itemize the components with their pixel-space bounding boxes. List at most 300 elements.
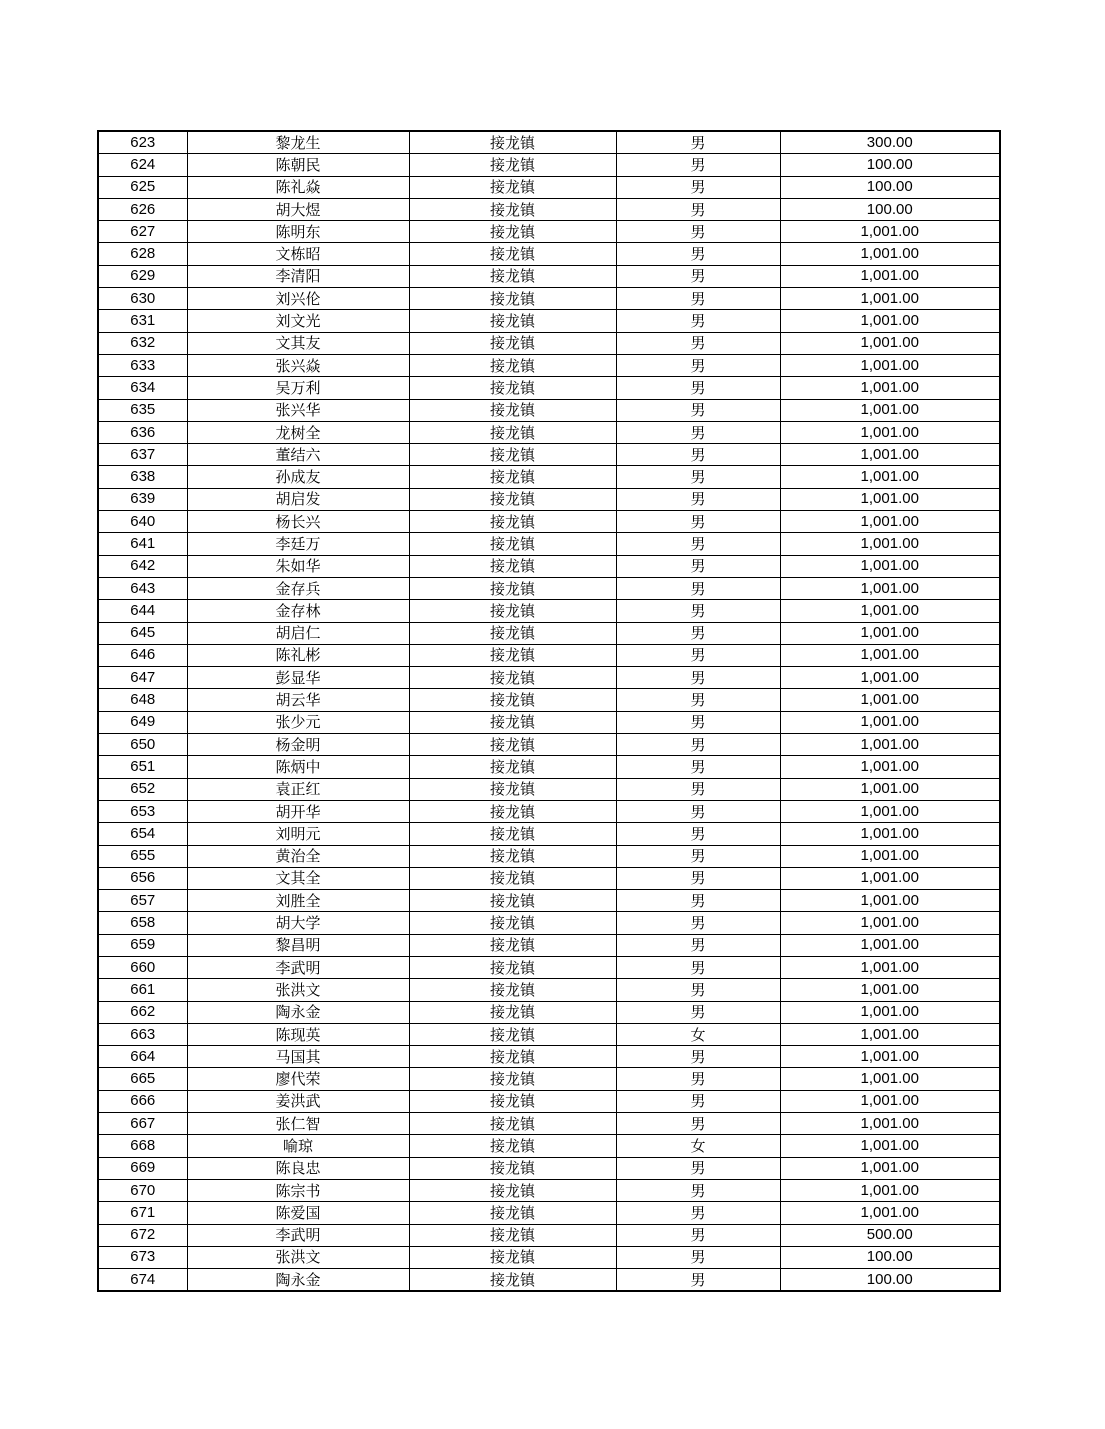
cell-number: 655 xyxy=(98,845,187,867)
table-row xyxy=(98,399,1000,421)
cell-gender: 男 xyxy=(616,243,780,265)
cell-amount: 100.00 xyxy=(780,176,1000,198)
cell-gender: 男 xyxy=(616,555,780,577)
cell-gender: 男 xyxy=(616,198,780,220)
cell-number: 625 xyxy=(98,176,187,198)
cell-gender: 男 xyxy=(616,1246,780,1268)
cell-amount: 1,001.00 xyxy=(780,756,1000,778)
table-row xyxy=(98,198,1000,220)
cell-town: 接龙镇 xyxy=(409,466,616,488)
cell-number: 656 xyxy=(98,867,187,889)
table-row xyxy=(98,265,1000,287)
table-row xyxy=(98,823,1000,845)
cell-number: 623 xyxy=(98,131,187,154)
cell-number: 663 xyxy=(98,1023,187,1045)
cell-amount: 1,001.00 xyxy=(780,577,1000,599)
cell-name: 陈现英 xyxy=(187,1023,409,1045)
records-table-body xyxy=(98,131,1000,1291)
table-row xyxy=(98,1269,1000,1292)
cell-name: 文栋昭 xyxy=(187,243,409,265)
cell-number: 668 xyxy=(98,1135,187,1157)
cell-name: 董结六 xyxy=(187,444,409,466)
cell-amount: 1,001.00 xyxy=(780,1202,1000,1224)
cell-number: 637 xyxy=(98,444,187,466)
cell-gender: 女 xyxy=(616,1135,780,1157)
cell-amount: 1,001.00 xyxy=(780,310,1000,332)
table-row xyxy=(98,511,1000,533)
cell-gender: 男 xyxy=(616,1269,780,1292)
cell-town: 接龙镇 xyxy=(409,622,616,644)
cell-town: 接龙镇 xyxy=(409,778,616,800)
cell-amount: 1,001.00 xyxy=(780,466,1000,488)
cell-town: 接龙镇 xyxy=(409,354,616,376)
cell-number: 665 xyxy=(98,1068,187,1090)
cell-number: 646 xyxy=(98,644,187,666)
cell-number: 666 xyxy=(98,1090,187,1112)
table-row xyxy=(98,154,1000,176)
cell-amount: 1,001.00 xyxy=(780,399,1000,421)
cell-name: 文其全 xyxy=(187,867,409,889)
cell-number: 644 xyxy=(98,600,187,622)
cell-name: 杨金明 xyxy=(187,734,409,756)
cell-amount: 1,001.00 xyxy=(780,600,1000,622)
cell-name: 姜洪武 xyxy=(187,1090,409,1112)
cell-amount: 1,001.00 xyxy=(780,221,1000,243)
cell-amount: 100.00 xyxy=(780,198,1000,220)
cell-amount: 1,001.00 xyxy=(780,912,1000,934)
cell-name: 陈炳中 xyxy=(187,756,409,778)
table-row xyxy=(98,979,1000,1001)
cell-gender: 男 xyxy=(616,934,780,956)
table-row xyxy=(98,800,1000,822)
cell-town: 接龙镇 xyxy=(409,979,616,1001)
cell-amount: 1,001.00 xyxy=(780,1001,1000,1023)
cell-amount: 1,001.00 xyxy=(780,288,1000,310)
cell-town: 接龙镇 xyxy=(409,1224,616,1246)
cell-gender: 男 xyxy=(616,622,780,644)
cell-town: 接龙镇 xyxy=(409,1001,616,1023)
cell-name: 张洪文 xyxy=(187,1246,409,1268)
cell-number: 667 xyxy=(98,1113,187,1135)
cell-gender: 男 xyxy=(616,890,780,912)
cell-name: 刘明元 xyxy=(187,823,409,845)
table-row xyxy=(98,488,1000,510)
cell-amount: 1,001.00 xyxy=(780,845,1000,867)
cell-gender: 男 xyxy=(616,1068,780,1090)
cell-amount: 1,001.00 xyxy=(780,1046,1000,1068)
cell-name: 袁正红 xyxy=(187,778,409,800)
cell-number: 642 xyxy=(98,555,187,577)
cell-town: 接龙镇 xyxy=(409,1179,616,1201)
cell-gender: 男 xyxy=(616,912,780,934)
table-row xyxy=(98,354,1000,376)
cell-name: 张仁智 xyxy=(187,1113,409,1135)
cell-amount: 100.00 xyxy=(780,154,1000,176)
cell-name: 李清阳 xyxy=(187,265,409,287)
cell-amount: 1,001.00 xyxy=(780,667,1000,689)
cell-town: 接龙镇 xyxy=(409,1246,616,1268)
cell-amount: 1,001.00 xyxy=(780,511,1000,533)
table-row xyxy=(98,332,1000,354)
cell-number: 664 xyxy=(98,1046,187,1068)
cell-number: 660 xyxy=(98,956,187,978)
cell-amount: 1,001.00 xyxy=(780,1179,1000,1201)
cell-gender: 男 xyxy=(616,577,780,599)
cell-town: 接龙镇 xyxy=(409,577,616,599)
cell-town: 接龙镇 xyxy=(409,243,616,265)
table-row xyxy=(98,1135,1000,1157)
cell-town: 接龙镇 xyxy=(409,198,616,220)
cell-town: 接龙镇 xyxy=(409,265,616,287)
table-row xyxy=(98,1068,1000,1090)
cell-town: 接龙镇 xyxy=(409,711,616,733)
cell-gender: 男 xyxy=(616,377,780,399)
cell-gender: 男 xyxy=(616,399,780,421)
table-row xyxy=(98,644,1000,666)
cell-amount: 300.00 xyxy=(780,131,1000,154)
cell-amount: 1,001.00 xyxy=(780,265,1000,287)
cell-number: 628 xyxy=(98,243,187,265)
cell-name: 陶永金 xyxy=(187,1269,409,1292)
cell-number: 673 xyxy=(98,1246,187,1268)
cell-town: 接龙镇 xyxy=(409,444,616,466)
table-row xyxy=(98,1179,1000,1201)
cell-town: 接龙镇 xyxy=(409,555,616,577)
cell-name: 金存兵 xyxy=(187,577,409,599)
cell-gender: 男 xyxy=(616,1113,780,1135)
table-row xyxy=(98,689,1000,711)
cell-gender: 男 xyxy=(616,488,780,510)
table-row xyxy=(98,310,1000,332)
cell-amount: 1,001.00 xyxy=(780,823,1000,845)
cell-number: 631 xyxy=(98,310,187,332)
cell-amount: 1,001.00 xyxy=(780,377,1000,399)
table-row xyxy=(98,1246,1000,1268)
cell-town: 接龙镇 xyxy=(409,310,616,332)
cell-amount: 1,001.00 xyxy=(780,711,1000,733)
cell-amount: 1,001.00 xyxy=(780,1090,1000,1112)
table-row xyxy=(98,176,1000,198)
table-row xyxy=(98,131,1000,154)
cell-number: 669 xyxy=(98,1157,187,1179)
cell-name: 金存林 xyxy=(187,600,409,622)
cell-gender: 男 xyxy=(616,800,780,822)
cell-town: 接龙镇 xyxy=(409,1023,616,1045)
cell-gender: 男 xyxy=(616,421,780,443)
table-row xyxy=(98,421,1000,443)
table-row xyxy=(98,466,1000,488)
table-row xyxy=(98,555,1000,577)
cell-name: 陈礼焱 xyxy=(187,176,409,198)
cell-name: 陈礼彬 xyxy=(187,644,409,666)
table-row xyxy=(98,533,1000,555)
cell-gender: 男 xyxy=(616,176,780,198)
cell-number: 649 xyxy=(98,711,187,733)
cell-number: 657 xyxy=(98,890,187,912)
cell-gender: 男 xyxy=(616,354,780,376)
cell-number: 638 xyxy=(98,466,187,488)
cell-name: 廖代荣 xyxy=(187,1068,409,1090)
cell-name: 陈宗书 xyxy=(187,1179,409,1201)
table-row xyxy=(98,845,1000,867)
table-row xyxy=(98,912,1000,934)
cell-town: 接龙镇 xyxy=(409,421,616,443)
cell-amount: 1,001.00 xyxy=(780,488,1000,510)
cell-name: 胡大煜 xyxy=(187,198,409,220)
cell-number: 632 xyxy=(98,332,187,354)
cell-number: 630 xyxy=(98,288,187,310)
table-row xyxy=(98,288,1000,310)
cell-gender: 男 xyxy=(616,332,780,354)
cell-number: 674 xyxy=(98,1269,187,1292)
cell-number: 636 xyxy=(98,421,187,443)
cell-amount: 1,001.00 xyxy=(780,533,1000,555)
cell-amount: 1,001.00 xyxy=(780,644,1000,666)
cell-gender: 男 xyxy=(616,845,780,867)
cell-gender: 男 xyxy=(616,444,780,466)
cell-gender: 男 xyxy=(616,1224,780,1246)
cell-number: 639 xyxy=(98,488,187,510)
cell-amount: 1,001.00 xyxy=(780,332,1000,354)
cell-gender: 男 xyxy=(616,1046,780,1068)
cell-name: 张兴华 xyxy=(187,399,409,421)
cell-amount: 1,001.00 xyxy=(780,243,1000,265)
cell-name: 张少元 xyxy=(187,711,409,733)
cell-amount: 1,001.00 xyxy=(780,1023,1000,1045)
cell-gender: 男 xyxy=(616,310,780,332)
cell-town: 接龙镇 xyxy=(409,1113,616,1135)
cell-gender: 男 xyxy=(616,979,780,1001)
cell-town: 接龙镇 xyxy=(409,288,616,310)
cell-gender: 男 xyxy=(616,756,780,778)
table-row xyxy=(98,1157,1000,1179)
cell-gender: 男 xyxy=(616,466,780,488)
cell-town: 接龙镇 xyxy=(409,1157,616,1179)
cell-town: 接龙镇 xyxy=(409,890,616,912)
cell-gender: 男 xyxy=(616,778,780,800)
cell-gender: 男 xyxy=(616,1179,780,1201)
cell-town: 接龙镇 xyxy=(409,488,616,510)
cell-amount: 1,001.00 xyxy=(780,934,1000,956)
table-row xyxy=(98,867,1000,889)
cell-town: 接龙镇 xyxy=(409,1090,616,1112)
cell-gender: 男 xyxy=(616,644,780,666)
cell-gender: 男 xyxy=(616,600,780,622)
cell-amount: 1,001.00 xyxy=(780,867,1000,889)
cell-number: 653 xyxy=(98,800,187,822)
cell-number: 652 xyxy=(98,778,187,800)
cell-gender: 男 xyxy=(616,131,780,154)
cell-amount: 1,001.00 xyxy=(780,1068,1000,1090)
cell-amount: 100.00 xyxy=(780,1269,1000,1292)
cell-amount: 100.00 xyxy=(780,1246,1000,1268)
cell-name: 刘胜全 xyxy=(187,890,409,912)
cell-amount: 1,001.00 xyxy=(780,1135,1000,1157)
cell-gender: 男 xyxy=(616,154,780,176)
cell-gender: 男 xyxy=(616,533,780,555)
cell-name: 陈明东 xyxy=(187,221,409,243)
cell-amount: 1,001.00 xyxy=(780,444,1000,466)
cell-town: 接龙镇 xyxy=(409,845,616,867)
cell-amount: 1,001.00 xyxy=(780,622,1000,644)
cell-name: 张洪文 xyxy=(187,979,409,1001)
cell-amount: 1,001.00 xyxy=(780,734,1000,756)
table-row xyxy=(98,711,1000,733)
table-row xyxy=(98,1090,1000,1112)
cell-gender: 男 xyxy=(616,956,780,978)
cell-name: 马国其 xyxy=(187,1046,409,1068)
cell-town: 接龙镇 xyxy=(409,221,616,243)
cell-name: 黎龙生 xyxy=(187,131,409,154)
cell-name: 黄治全 xyxy=(187,845,409,867)
cell-name: 胡开华 xyxy=(187,800,409,822)
cell-number: 633 xyxy=(98,354,187,376)
cell-number: 651 xyxy=(98,756,187,778)
cell-number: 641 xyxy=(98,533,187,555)
cell-name: 胡启仁 xyxy=(187,622,409,644)
cell-town: 接龙镇 xyxy=(409,1046,616,1068)
cell-amount: 500.00 xyxy=(780,1224,1000,1246)
cell-number: 627 xyxy=(98,221,187,243)
cell-name: 胡启发 xyxy=(187,488,409,510)
cell-number: 650 xyxy=(98,734,187,756)
cell-name: 张兴焱 xyxy=(187,354,409,376)
cell-number: 672 xyxy=(98,1224,187,1246)
cell-name: 朱如华 xyxy=(187,555,409,577)
cell-gender: 女 xyxy=(616,1023,780,1045)
cell-name: 喻琼 xyxy=(187,1135,409,1157)
cell-name: 陶永金 xyxy=(187,1001,409,1023)
cell-gender: 男 xyxy=(616,689,780,711)
cell-town: 接龙镇 xyxy=(409,912,616,934)
cell-amount: 1,001.00 xyxy=(780,890,1000,912)
cell-number: 643 xyxy=(98,577,187,599)
cell-amount: 1,001.00 xyxy=(780,1157,1000,1179)
cell-amount: 1,001.00 xyxy=(780,555,1000,577)
table-row xyxy=(98,1202,1000,1224)
cell-number: 661 xyxy=(98,979,187,1001)
cell-gender: 男 xyxy=(616,511,780,533)
cell-town: 接龙镇 xyxy=(409,399,616,421)
cell-number: 635 xyxy=(98,399,187,421)
cell-number: 645 xyxy=(98,622,187,644)
cell-name: 刘文光 xyxy=(187,310,409,332)
cell-amount: 1,001.00 xyxy=(780,979,1000,1001)
table-row xyxy=(98,778,1000,800)
cell-gender: 男 xyxy=(616,265,780,287)
cell-number: 624 xyxy=(98,154,187,176)
cell-number: 671 xyxy=(98,1202,187,1224)
cell-name: 胡云华 xyxy=(187,689,409,711)
table-row xyxy=(98,1046,1000,1068)
cell-amount: 1,001.00 xyxy=(780,778,1000,800)
cell-name: 李廷万 xyxy=(187,533,409,555)
table-row xyxy=(98,444,1000,466)
table-row xyxy=(98,934,1000,956)
cell-town: 接龙镇 xyxy=(409,956,616,978)
cell-number: 670 xyxy=(98,1179,187,1201)
cell-gender: 男 xyxy=(616,1202,780,1224)
cell-town: 接龙镇 xyxy=(409,511,616,533)
cell-town: 接龙镇 xyxy=(409,1135,616,1157)
table-row xyxy=(98,1023,1000,1045)
cell-town: 接龙镇 xyxy=(409,154,616,176)
cell-amount: 1,001.00 xyxy=(780,800,1000,822)
cell-name: 李武明 xyxy=(187,956,409,978)
cell-amount: 1,001.00 xyxy=(780,421,1000,443)
cell-name: 杨长兴 xyxy=(187,511,409,533)
cell-number: 648 xyxy=(98,689,187,711)
cell-name: 吴万利 xyxy=(187,377,409,399)
table-row xyxy=(98,890,1000,912)
cell-amount: 1,001.00 xyxy=(780,956,1000,978)
cell-town: 接龙镇 xyxy=(409,667,616,689)
cell-gender: 男 xyxy=(616,711,780,733)
cell-town: 接龙镇 xyxy=(409,600,616,622)
cell-town: 接龙镇 xyxy=(409,176,616,198)
cell-name: 龙树全 xyxy=(187,421,409,443)
table-row xyxy=(98,377,1000,399)
table-row xyxy=(98,1113,1000,1135)
cell-name: 陈良忠 xyxy=(187,1157,409,1179)
cell-number: 659 xyxy=(98,934,187,956)
cell-town: 接龙镇 xyxy=(409,1202,616,1224)
cell-name: 黎昌明 xyxy=(187,934,409,956)
cell-number: 647 xyxy=(98,667,187,689)
cell-gender: 男 xyxy=(616,1001,780,1023)
cell-town: 接龙镇 xyxy=(409,756,616,778)
records-table xyxy=(97,130,1001,1292)
table-row xyxy=(98,221,1000,243)
table-row xyxy=(98,1001,1000,1023)
cell-town: 接龙镇 xyxy=(409,823,616,845)
cell-name: 孙成友 xyxy=(187,466,409,488)
cell-gender: 男 xyxy=(616,734,780,756)
cell-amount: 1,001.00 xyxy=(780,689,1000,711)
cell-name: 李武明 xyxy=(187,1224,409,1246)
table-row xyxy=(98,1224,1000,1246)
cell-town: 接龙镇 xyxy=(409,689,616,711)
cell-name: 陈朝民 xyxy=(187,154,409,176)
table-row xyxy=(98,756,1000,778)
cell-gender: 男 xyxy=(616,1090,780,1112)
cell-gender: 男 xyxy=(616,1157,780,1179)
cell-name: 刘兴伦 xyxy=(187,288,409,310)
cell-number: 658 xyxy=(98,912,187,934)
cell-name: 文其友 xyxy=(187,332,409,354)
table-row xyxy=(98,243,1000,265)
cell-number: 634 xyxy=(98,377,187,399)
table-row xyxy=(98,956,1000,978)
cell-town: 接龙镇 xyxy=(409,800,616,822)
cell-town: 接龙镇 xyxy=(409,131,616,154)
cell-name: 胡大学 xyxy=(187,912,409,934)
cell-name: 陈爱国 xyxy=(187,1202,409,1224)
cell-number: 662 xyxy=(98,1001,187,1023)
cell-gender: 男 xyxy=(616,667,780,689)
cell-amount: 1,001.00 xyxy=(780,354,1000,376)
cell-town: 接龙镇 xyxy=(409,377,616,399)
table-row xyxy=(98,577,1000,599)
cell-name: 彭显华 xyxy=(187,667,409,689)
cell-town: 接龙镇 xyxy=(409,1068,616,1090)
cell-amount: 1,001.00 xyxy=(780,1113,1000,1135)
cell-number: 629 xyxy=(98,265,187,287)
cell-gender: 男 xyxy=(616,288,780,310)
cell-gender: 男 xyxy=(616,867,780,889)
table-row xyxy=(98,600,1000,622)
cell-gender: 男 xyxy=(616,823,780,845)
